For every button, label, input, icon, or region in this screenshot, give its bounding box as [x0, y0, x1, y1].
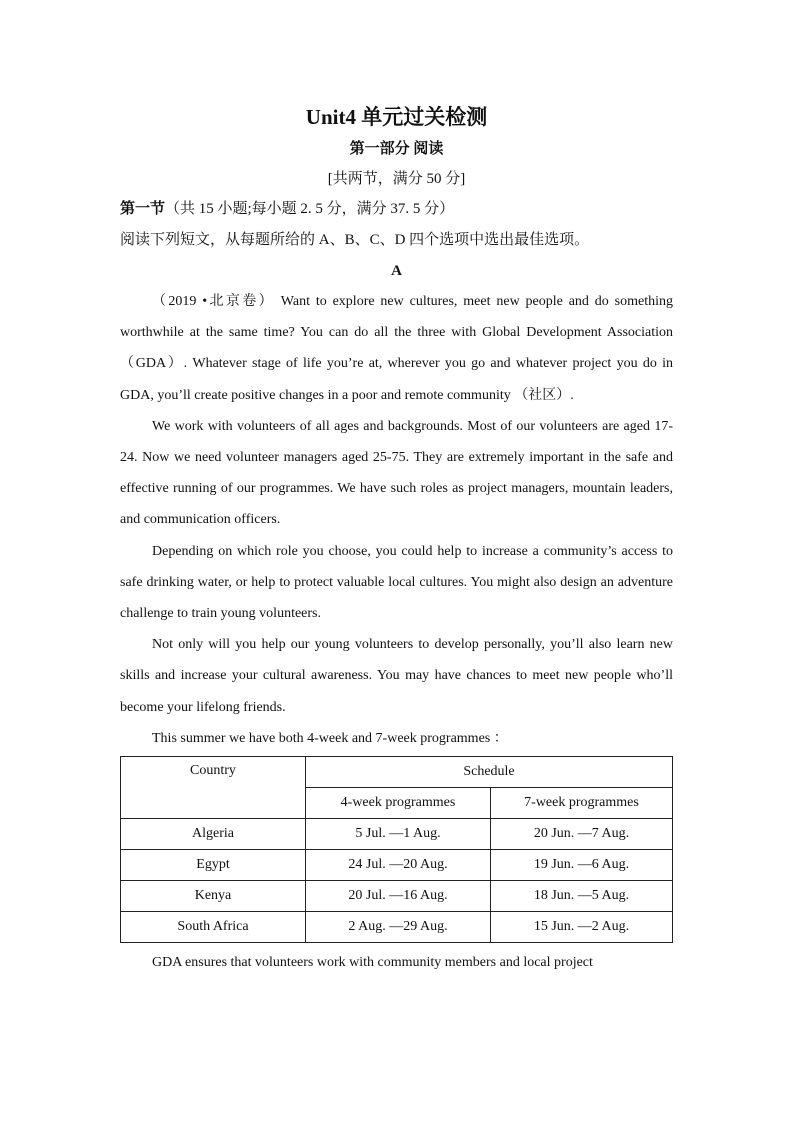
cell-7week: 18 Jun. —5 Aug. [491, 881, 673, 912]
cell-7week: 19 Jun. —6 Aug. [491, 850, 673, 881]
table-row [121, 850, 673, 881]
score-note: [共两节，满分 50 分] [327, 171, 466, 187]
cell-7week: 15 Jun. —2 Aug. [491, 912, 673, 943]
header-4week: 4-week programmes [306, 788, 491, 819]
cell-country: Algeria [121, 819, 306, 850]
paragraph-5: This summer we have both 4-week and 7-week programmes ： [152, 730, 508, 746]
paragraph-3: Depending on which role you choose, you could help to increase a community’s access to safe drinking water, or help to protect valuable local cultures. You might also design an adventure challenge to train young volunteers. [120, 543, 673, 622]
cell-country: Egypt [121, 850, 306, 881]
cell-4week: 20 Jul. —16 Aug. [306, 881, 491, 912]
passage-letter: A [391, 263, 402, 279]
section-detail: （共 15 小题;每小题 2. 5 分，满分 37. 5 分） [165, 201, 455, 217]
section-instruction: 阅读下列短文，从每题所给的 A、B、C、D 四个选项中选出最佳选项。 [120, 232, 590, 248]
cell-4week: 24 Jul. —20 Aug. [306, 850, 491, 881]
table-row [121, 819, 673, 850]
header-schedule: Schedule [306, 757, 673, 788]
part-heading: 第一部分 阅读 [349, 141, 444, 157]
cell-7week: 20 Jun. —7 Aug. [491, 819, 673, 850]
cell-country: Kenya [121, 881, 306, 912]
schedule-table [120, 756, 673, 943]
paragraph-6: GDA ensures that volunteers work with community members and local project [152, 955, 593, 971]
section-heading [120, 194, 673, 224]
table-row [121, 912, 673, 943]
section-label: 第一节 [120, 201, 166, 217]
header-7week: 7-week programmes [491, 788, 673, 819]
paragraph-2: We work with volunteers of all ages and backgrounds. Most of our volunteers are aged 17-24. Now we need volunteer managers aged 25-75. They are extremely important in the safe and effective running of our programmes. We have such roles as project managers, mountain leaders, and communication officers. [120, 418, 673, 528]
paragraph-1: （2019 •北京卷） Want to explore new cultures, meet new people and do something worthwhile at the same time? You can do all the three with Global Development Association （GDA）. Whatever stage of life you’re at, wherever you go and whatever project you do in GDA, you’ll create positive changes in a poor and remote community （社区）. [120, 294, 673, 403]
cell-country: South Africa [121, 912, 306, 943]
document-page [120, 100, 673, 978]
page-title: Unit4 单元过关检测 [305, 105, 488, 129]
table-header-row [121, 757, 673, 788]
header-country: Country [121, 757, 306, 819]
table-row [121, 881, 673, 912]
paragraph-4: Not only will you help our young volunteers to develop personally, you’ll also learn new skills and increase your cultural awareness. You may have chances to meet new people who’ll become your lifelong friends. [120, 637, 673, 715]
cell-4week: 5 Jul. —1 Aug. [306, 819, 491, 850]
cell-4week: 2 Aug. —29 Aug. [306, 912, 491, 943]
